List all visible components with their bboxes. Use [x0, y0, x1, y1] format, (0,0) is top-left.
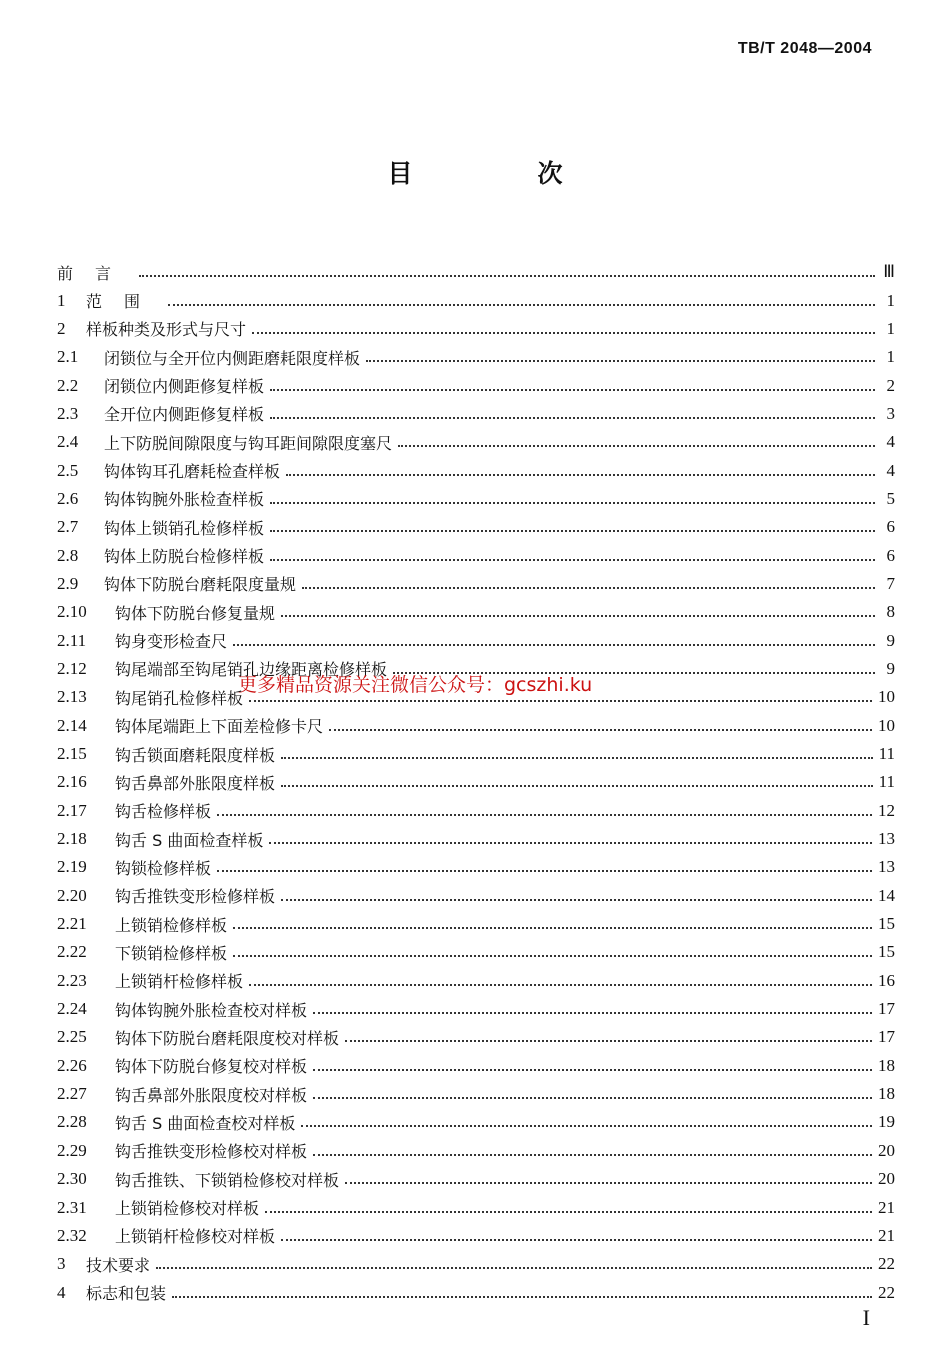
toc-entry-label: 范围: [86, 292, 163, 312]
toc-entry-number: 3: [57, 1254, 66, 1274]
toc-entry-page: 2: [886, 375, 895, 395]
toc-entry[interactable]: [57, 882, 895, 910]
toc-entry[interactable]: [57, 513, 895, 541]
toc-dot-leader: [265, 1211, 872, 1213]
watermark-text: 更多精品资源关注微信公众号：gcszhi.ku: [238, 674, 593, 696]
toc-dot-leader: [313, 1097, 872, 1099]
toc-entry-number: 2.3: [57, 403, 79, 423]
toc-dot-leader: [269, 842, 872, 844]
toc-dot-leader: [329, 729, 872, 731]
toc-entry-page: 18: [878, 1055, 895, 1075]
toc-entry-label: 钩舌鼻部外胀限度校对样板: [115, 1085, 308, 1105]
toc-entry-label: 钩舌 S 曲面检查样板: [115, 830, 264, 850]
toc-entry-number: 2.22: [57, 942, 87, 962]
toc-dot-leader: [270, 530, 875, 532]
toc-entry-number: 2.26: [57, 1055, 87, 1075]
toc-entry-page: 4: [886, 460, 895, 480]
toc-dot-leader: [270, 417, 875, 419]
toc-dot-leader: [281, 615, 875, 617]
toc-entry[interactable]: [57, 910, 895, 938]
toc-entry-number: 2.28: [57, 1112, 87, 1132]
toc-entry-number: 2.4: [57, 432, 79, 452]
toc-entry-page: 1: [886, 347, 895, 367]
toc-entry-label: 上锁销杆检修样板: [115, 972, 244, 992]
toc-entry-number: 2.31: [57, 1197, 87, 1217]
toc-entry-number: 2.14: [57, 715, 87, 735]
toc-entry-label: 钩舌 S 曲面检查校对样板: [115, 1113, 296, 1133]
toc-entry-label: 钩体下防脱台磨耗限度量规: [104, 575, 297, 595]
toc-entry-page: 13: [878, 829, 895, 849]
toc-entry-number: 2.29: [57, 1140, 87, 1160]
toc-entry-page: 17: [878, 1027, 895, 1047]
toc-entry-number: 2.13: [57, 687, 87, 707]
toc-dot-leader: [233, 955, 872, 957]
toc-entry[interactable]: [57, 797, 895, 825]
toc-entry-page: Ⅲ: [883, 262, 895, 282]
toc-entry-number: 4: [57, 1282, 66, 1302]
toc-entry-label: 闭锁位与全开位内侧距磨耗限度样板: [104, 348, 361, 368]
toc-dot-leader: [233, 644, 875, 646]
toc-entry[interactable]: [57, 1137, 895, 1165]
toc-entry-number: 2.15: [57, 744, 87, 764]
toc-entry-page: 5: [886, 488, 895, 508]
toc-entry-page: 11: [878, 744, 895, 764]
toc-entry[interactable]: [57, 343, 895, 371]
toc-entry-page: 21: [878, 1197, 895, 1217]
page-number: I: [862, 1305, 870, 1330]
toc-entry-page: 14: [878, 885, 895, 905]
toc-entry-page: 15: [878, 942, 895, 962]
toc-entry-label: 钩体钩腕外胀检查校对样板: [115, 1000, 308, 1020]
toc-entry-number: 2.6: [57, 488, 79, 508]
toc-entry-page: 21: [878, 1225, 895, 1245]
toc-entry-label: 钩身变形检查尺: [115, 632, 228, 652]
toc-entry-number: 2.11: [57, 630, 87, 650]
toc-entry[interactable]: [57, 1278, 895, 1306]
toc-dot-leader: [270, 559, 875, 561]
toc-entry[interactable]: [57, 1023, 895, 1051]
toc-dot-leader: [249, 984, 872, 986]
toc-entry-label: 钩体下防脱台修复校对样板: [115, 1057, 308, 1077]
toc-entry[interactable]: [57, 626, 895, 654]
toc-entry-number: 2: [57, 318, 66, 338]
toc-entry-page: 9: [886, 630, 895, 650]
toc-entry-page: 20: [878, 1140, 895, 1160]
toc-entry-page: 7: [886, 573, 895, 593]
toc-entry-label: 钩舌推铁、下锁销检修校对样板: [115, 1170, 340, 1190]
toc-entry-label: 钩体钩耳孔磨耗检查样板: [104, 462, 281, 482]
toc-entry-page: 17: [878, 999, 895, 1019]
toc-dot-leader: [313, 1154, 872, 1156]
toc-entry-page: 20: [878, 1169, 895, 1189]
toc-entry-number: 2.12: [57, 658, 87, 678]
toc-entry-label: 钩锁检修样板: [115, 858, 212, 878]
toc-entry-page: 8: [886, 602, 895, 622]
toc-entry[interactable]: [57, 1080, 895, 1108]
toc-entry-number: 2.21: [57, 914, 87, 934]
toc-dot-leader: [345, 1040, 872, 1042]
toc-entry-label: 上下防脱间隙限度与钩耳距间隙限度塞尺: [104, 433, 393, 453]
page-title: 目 次: [387, 159, 613, 188]
toc-entry[interactable]: [57, 371, 895, 399]
toc-entry-label: 上锁销检修校对样板: [115, 1199, 260, 1219]
toc-entry-label: 上锁销杆检修校对样板: [115, 1227, 276, 1247]
toc-entry[interactable]: [57, 485, 895, 513]
toc-entry-number: 2.30: [57, 1169, 87, 1189]
toc-entry[interactable]: [57, 853, 895, 881]
toc-entry[interactable]: [57, 598, 895, 626]
toc-entry-page: 10: [878, 687, 895, 707]
toc-entry-page: 13: [878, 857, 895, 877]
toc-dot-leader: [313, 1012, 872, 1014]
toc-entry[interactable]: [57, 1108, 895, 1136]
toc-entry[interactable]: [57, 712, 895, 740]
toc-entry-label: 钩体下防脱台磨耗限度校对样板: [115, 1028, 340, 1048]
toc-dot-leader: [172, 1296, 872, 1298]
toc-entry-page: 1: [886, 318, 895, 338]
toc-dot-leader: [281, 757, 873, 759]
toc-entry-label: 钩尾端部至钩尾销孔边缘距离检修样板: [115, 660, 388, 680]
toc-entry-number: 2.7: [57, 517, 79, 537]
toc-dot-leader: [270, 389, 875, 391]
toc-dot-leader: [345, 1182, 872, 1184]
toc-entry-page: 9: [886, 658, 895, 678]
toc-entry-page: 22: [878, 1254, 895, 1274]
toc-dot-leader: [217, 814, 872, 816]
toc-entry[interactable]: [57, 768, 895, 796]
toc-entry-label: 标志和包装: [86, 1284, 167, 1304]
toc-entry-page: 12: [878, 800, 895, 820]
toc-entry-label: 样板种类及形式与尺寸: [86, 320, 247, 340]
toc-entry-number: 2.20: [57, 885, 87, 905]
toc-entry-number: 1: [57, 290, 66, 310]
toc-dot-leader: [286, 474, 875, 476]
toc-entry-number: 2.2: [57, 375, 79, 395]
toc-dot-leader: [168, 304, 875, 306]
toc-entry[interactable]: [57, 1222, 895, 1250]
toc-entry-number: 2.27: [57, 1084, 87, 1104]
toc-entry-label: 钩舌锁面磨耗限度样板: [115, 745, 276, 765]
toc-entry[interactable]: [57, 315, 895, 343]
toc-entry[interactable]: [57, 825, 895, 853]
toc-entry-page: 10: [878, 715, 895, 735]
toc-entry[interactable]: [57, 740, 895, 768]
toc-entry[interactable]: [57, 1250, 895, 1278]
toc-dot-leader: [313, 1069, 872, 1071]
toc-dot-leader: [281, 899, 872, 901]
toc-entry[interactable]: [57, 258, 895, 286]
toc-entry-label: 钩舌推铁变形检修校对样板: [115, 1142, 308, 1162]
toc-dot-leader: [156, 1267, 872, 1269]
toc-dot-leader: [366, 360, 875, 362]
toc-entry-label: 闭锁位内侧距修复样板: [104, 377, 265, 397]
toc-entry-label: 钩体上防脱台检修样板: [104, 547, 265, 567]
toc-entry-label: 钩舌推铁变形检修样板: [115, 887, 276, 907]
toc-entry-label: 钩舌检修样板: [115, 802, 212, 822]
toc-entry-label: 钩体钩腕外胀检查样板: [104, 490, 265, 510]
toc-entry[interactable]: [57, 995, 895, 1023]
toc-entry-number: 2.32: [57, 1225, 87, 1245]
toc-entry-number: 2.1: [57, 347, 79, 367]
toc-entry[interactable]: [57, 456, 895, 484]
toc-entry-page: 11: [878, 772, 895, 792]
toc-entry-label: 钩体上锁销孔检修样板: [104, 518, 265, 538]
toc-entry-label: 全开位内侧距修复样板: [104, 405, 265, 425]
toc-entry-page: 4: [886, 432, 895, 452]
toc-entry-number: 2.8: [57, 545, 79, 565]
toc-entry-label: 前言: [57, 263, 134, 283]
toc-entry-label: 钩体尾端距上下面差检修卡尺: [115, 717, 324, 737]
toc-entry-label: 钩体下防脱台修复量规: [115, 603, 276, 623]
table-of-contents: [57, 258, 895, 1307]
toc-dot-leader: [252, 332, 875, 334]
toc-entry-number: 2.16: [57, 772, 87, 792]
toc-entry-label: 技术要求: [86, 1255, 151, 1275]
toc-dot-leader: [270, 502, 875, 504]
standard-code: TB/T 2048—2004: [737, 40, 872, 57]
toc-dot-leader: [398, 445, 875, 447]
toc-entry-page: 6: [886, 517, 895, 537]
toc-entry-number: 2.5: [57, 460, 79, 480]
toc-entry-label: 下锁销检修样板: [115, 943, 228, 963]
toc-entry[interactable]: [57, 938, 895, 966]
toc-entry-number: 2.10: [57, 602, 87, 622]
toc-entry-number: 2.18: [57, 829, 87, 849]
toc-entry[interactable]: [57, 570, 895, 598]
toc-entry[interactable]: [57, 1165, 895, 1193]
toc-entry[interactable]: [57, 967, 895, 995]
toc-entry-page: 6: [886, 545, 895, 565]
toc-dot-leader: [281, 1239, 872, 1241]
toc-entry-number: 2.17: [57, 800, 87, 820]
toc-entry-number: 2.25: [57, 1027, 87, 1047]
toc-entry-page: 3: [886, 403, 895, 423]
toc-dot-leader: [301, 1125, 872, 1127]
toc-dot-leader: [233, 927, 872, 929]
toc-entry-label: 钩舌鼻部外胀限度样板: [115, 773, 276, 793]
toc-entry-number: 2.19: [57, 857, 87, 877]
toc-entry-label: 钩尾销孔检修样板: [115, 688, 244, 708]
toc-entry[interactable]: [57, 1193, 895, 1221]
toc-entry[interactable]: [57, 541, 895, 569]
toc-dot-leader: [249, 700, 872, 702]
toc-dot-leader: [281, 785, 873, 787]
toc-entry[interactable]: [57, 1052, 895, 1080]
toc-entry-number: 2.24: [57, 999, 87, 1019]
toc-entry-page: 16: [878, 970, 895, 990]
toc-entry-page: 1: [886, 290, 895, 310]
toc-entry-page: 19: [878, 1112, 895, 1132]
toc-entry-page: 18: [878, 1084, 895, 1104]
toc-dot-leader: [139, 275, 875, 277]
toc-dot-leader: [302, 587, 875, 589]
toc-entry-number: 2.23: [57, 970, 87, 990]
toc-entry-label: 上锁销检修样板: [115, 915, 228, 935]
toc-entry[interactable]: [57, 286, 895, 314]
toc-entry-page: 22: [878, 1282, 895, 1302]
toc-dot-leader: [217, 870, 872, 872]
toc-entry[interactable]: [57, 400, 895, 428]
toc-entry-number: 2.9: [57, 573, 79, 593]
toc-entry[interactable]: [57, 428, 895, 456]
toc-entry-page: 15: [878, 914, 895, 934]
